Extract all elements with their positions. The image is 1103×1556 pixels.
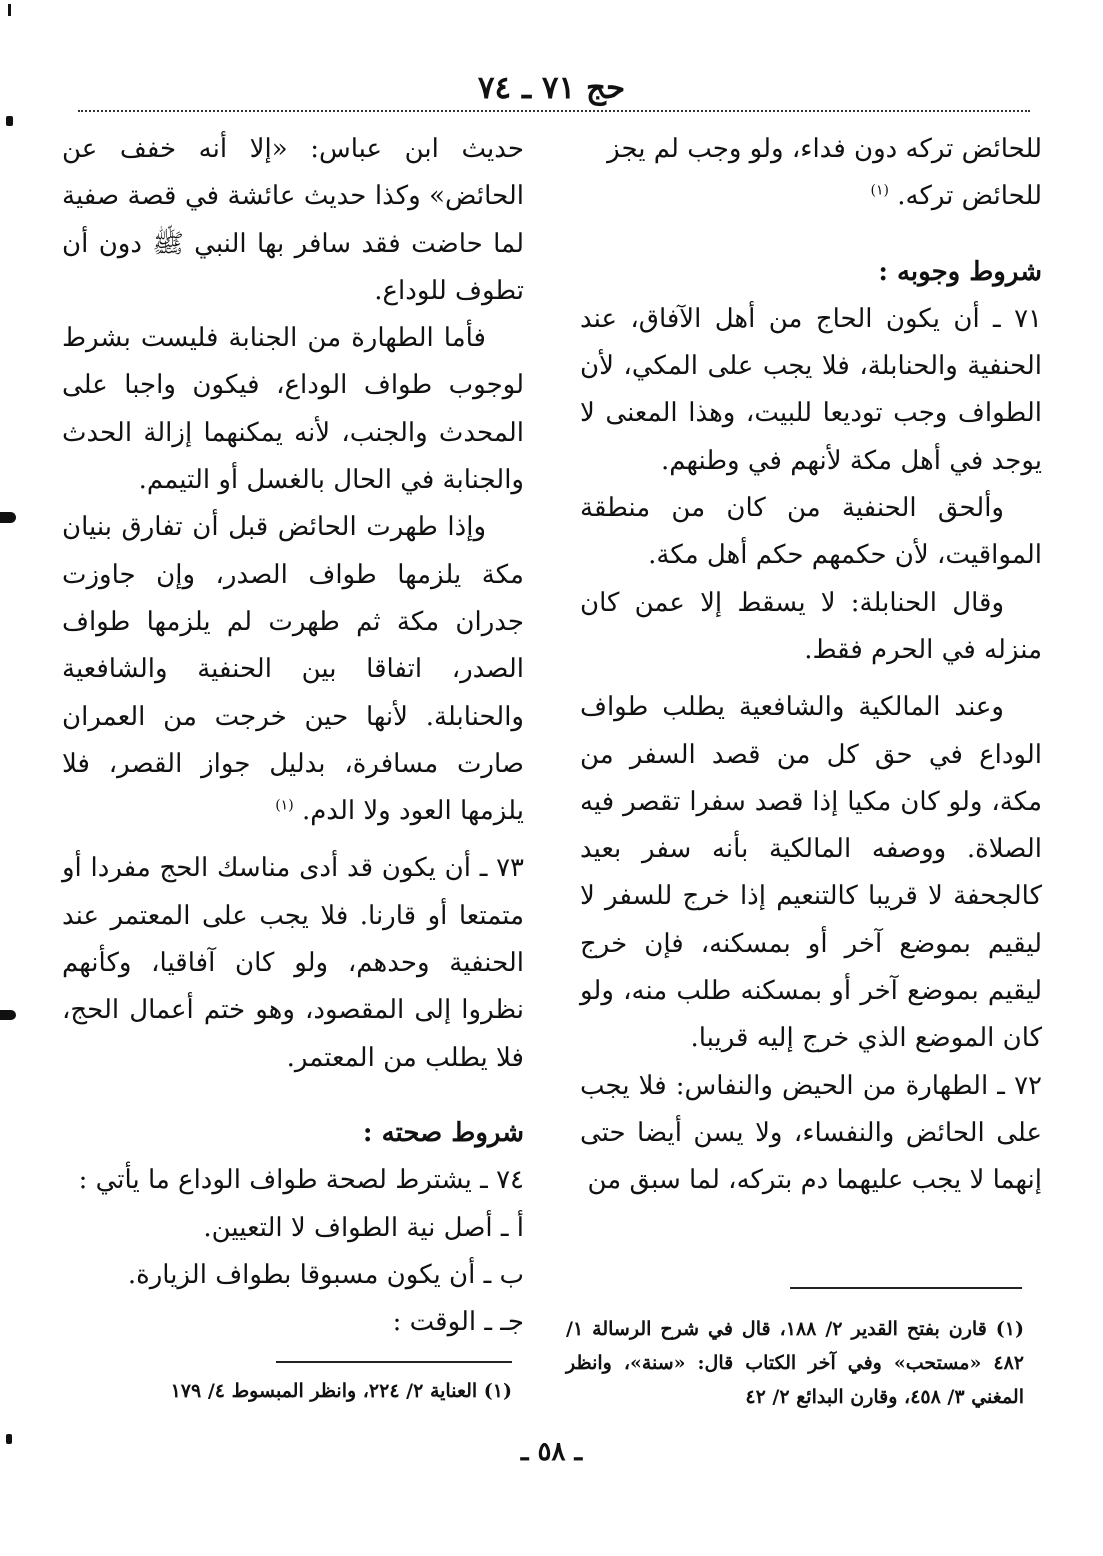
list-item-c: جـ ـ الوقت : — [392, 1307, 524, 1338]
continuation-line-1: للحائض تركه دون فداء، ولو وجب لم يجز — [607, 134, 1042, 164]
footnote-left: (١) العناية ٢/ ٢٢٤، وانظر المبسوط ٤/ ١٧٩ — [170, 1380, 512, 1402]
section-heading-conditions-validity: شروط صحته : — [362, 1117, 524, 1148]
footnote-ref: (١) — [870, 182, 889, 199]
page-number: ـ ٥٨ ـ — [520, 1437, 583, 1467]
scan-mark — [6, 116, 13, 126]
continuation-line-2: للحائض تركه. — [897, 181, 1042, 212]
paragraph-janaba: فأما الطهارة من الجنابة فليست بشرط لوجوب طواف الوداع، فيكون واجبا على المحدث والجنب، لأنه يمكنهما إزالة الحدث والجنابة في الحال بالغسل أو التيمم. — [62, 323, 524, 496]
paragraph-hadith: حديث ابن عباس: «إلا أنه خفف عن الحائض» وكذا حديث عائشة في قصة صفية لما حاضت فقد سافر بها النبي ﷺ دون أن تطوف للوداع. — [62, 134, 524, 306]
list-item-b: ب ـ أن يكون مسبوقا بطواف الزيارة. — [127, 1259, 524, 1290]
footnote-rule-right — [790, 1287, 1022, 1289]
paragraph-72: ٧٢ ـ الطهارة من الحيض والنفاس: فلا يجب على الحائض والنفساء، ولا يسن أيضا حتى إنهما لا يجب عليهما دم بتركه، لما سبق من — [580, 1070, 1042, 1196]
scan-mark — [6, 1434, 12, 1444]
section-heading-conditions-obligation: شروط وجوبه : — [878, 256, 1042, 287]
paragraph-71-hanbali: وقال الحنابلة: لا يسقط إلا عمن كان منزله في الحرم فقط. — [580, 587, 1042, 665]
paragraph-71-maliki: وعند المالكية والشافعية يطلب طواف الوداع في حق كل من قصد السفر من مكة، ولو كان مكيا إذا قصد سفرا تقصر فيه الصلاة. ووصفه المالكية بأنه سفر بعيد كالجحفة لا قريبا كالتنعيم إذا خرج للسفر لا ليقيم بموضع آخر أو بمسكنه، فإن خرج ليقيم بموضع آخر أو بمسكنه طلب منه، ولو كان الموضع الذي خرج إليه قريبا. — [580, 692, 1042, 1054]
running-head: حج ٧١ ـ ٧٤ — [477, 70, 626, 106]
scan-mark — [0, 512, 16, 523]
paragraph-continuation — [580, 126, 1042, 221]
left-column — [62, 126, 524, 1346]
paragraph-menstruating — [62, 504, 524, 835]
paragraph-74: ٧٤ ـ يشترط لصحة طواف الوداع ما يأتي : — [78, 1165, 524, 1196]
footnote-right: (١) قارن بفتح القدير ٢/ ١٨٨، قال في شرح الرسالة ١/ ٤٨٢ «مستحب» وفي آخر الكتاب قال: «سنة»، وانظر المغني ٣/ ٤٥٨، وقارن البدائع ٢/ ٤٢ — [566, 1318, 1024, 1408]
footnote-ref: (١) — [275, 797, 294, 814]
footnote-rule-left — [276, 1361, 512, 1363]
paragraph-73: ٧٣ ـ أن يكون قد أدى مناسك الحج مفردا أو متمتعا أو قارنا. فلا يجب على المعتمر عند الحنفية وحدهم، ولو كان آفاقيا، وكأنهم نظروا إلى المقصود، وهو ختم أعمال الحج، فلا يطلب من المعتمر. — [62, 853, 524, 1073]
paragraph-71: ٧١ ـ أن يكون الحاج من أهل الآفاق، عند الحنفية والحنابلة، فلا يجب على المكي، لأن الطواف وجب توديعا للبيت، وهذا المعنى لا يوجد في أهل مكة لأنهم في وطنهم. — [580, 303, 1042, 476]
paragraph-71-hanafi: وألحق الحنفية من كان من منطقة المواقيت، لأن حكمهم حكم أهل مكة. — [580, 493, 1042, 571]
header-dotted-rule — [78, 110, 1030, 112]
paragraph-menstruating-text: وإذا طهرت الحائض قبل أن تفارق بنيان مكة يلزمها طواف الصدر، وإن جاوزت جدران مكة ثم طهرت لم يلزمها طواف الصدر، اتفاقا بين الحنفية والشافعية والحنابلة. لأنها حين خرجت من العمران صارت مسافرة، بدليل جواز القصر، فلا يلزمها العود ولا الدم. — [62, 512, 524, 827]
scan-mark — [8, 4, 11, 16]
scan-mark — [0, 1010, 16, 1020]
list-item-a: أ ـ أصل نية الطواف لا التعيين. — [203, 1212, 524, 1243]
right-column — [580, 126, 1042, 1205]
